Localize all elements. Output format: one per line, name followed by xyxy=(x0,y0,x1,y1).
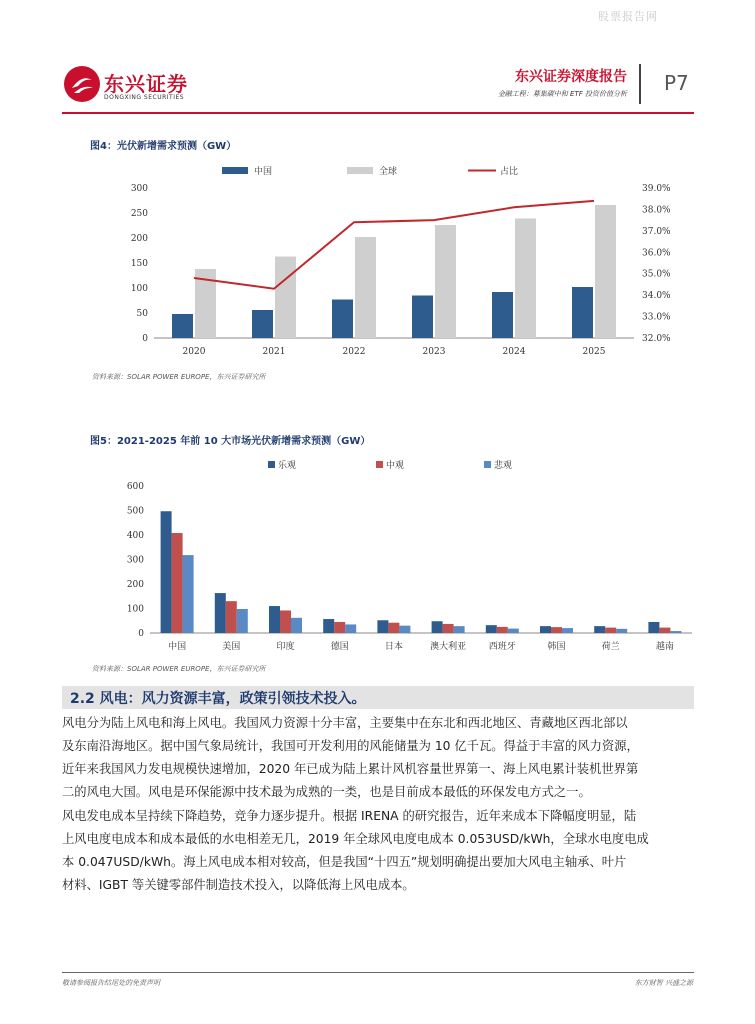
x-tick-label: 2020 xyxy=(182,347,206,357)
paragraph-line: 二的风电大国。风电是环保能源中技术最为成熟的一类，也是目前成本最低的环保发电方式之一。 xyxy=(62,785,591,799)
bar-neutral xyxy=(388,623,399,633)
legend-label: 占比 xyxy=(500,167,519,177)
bar-neutral xyxy=(334,622,345,633)
bar-optimistic xyxy=(540,626,551,633)
bar-global xyxy=(435,225,456,338)
y-tick-label: 500 xyxy=(126,506,144,517)
bar-pessimistic xyxy=(399,626,410,633)
report-subtitle: 金融工程：募集碳中和 ETF 投资价值分析 xyxy=(497,90,627,98)
bar-neutral xyxy=(443,624,454,633)
bar-neutral xyxy=(172,533,183,633)
bar-optimistic xyxy=(269,606,280,633)
bar-optimistic xyxy=(161,511,172,633)
legend-swatch xyxy=(484,461,491,468)
bar-global xyxy=(595,205,616,338)
bar-pessimistic xyxy=(562,628,573,633)
y-tick-label: 100 xyxy=(130,284,148,294)
report-title: 东兴证券深度报告 xyxy=(515,69,627,85)
company-name: 东兴证券 xyxy=(104,72,188,96)
y-tick-label: 300 xyxy=(130,184,148,194)
y2-tick-label: 39.0% xyxy=(642,184,671,194)
bar-pessimistic xyxy=(670,631,681,633)
x-tick-label: 韩国 xyxy=(547,642,566,652)
legend-label: 乐观 xyxy=(278,461,297,471)
y-tick-label: 50 xyxy=(136,309,148,319)
y-tick-label: 600 xyxy=(126,482,144,492)
legend-label: 全球 xyxy=(379,167,398,177)
x-tick-label: 2025 xyxy=(582,347,606,357)
y2-tick-label: 38.0% xyxy=(642,205,671,216)
paragraph-line: 近年来我国风力发电规模快速增加，2020 年已成为陆上累计风机容量世界第一、海上风电累计装机世界第 xyxy=(62,762,639,776)
legend-label: 悲观 xyxy=(494,461,513,471)
paragraph-line: 上风电度电成本和成本最低的水电相差无几，2019 年全球风电度电成本 0.053USD/kWh，全球水电度电成 xyxy=(62,832,649,846)
company-name-en: DONGXING SECURITIES xyxy=(104,94,185,101)
company-logo-icon xyxy=(64,66,100,102)
legend-swatch xyxy=(268,461,275,468)
figure5-title: 图5：2021-2025 年前 10 大市场光伏新增需求预测（GW） xyxy=(90,436,371,447)
paragraph-2 xyxy=(62,805,702,897)
x-tick-label: 越南 xyxy=(655,642,674,652)
y-tick-label: 100 xyxy=(126,604,144,615)
bar-neutral xyxy=(659,628,670,633)
y-tick-label: 200 xyxy=(130,234,148,244)
footer-rule xyxy=(62,972,694,973)
bar-china xyxy=(572,287,593,338)
bar-global xyxy=(275,257,296,339)
paragraph-line: 风电发电成本呈持续下降趋势，竞争力逐步提升。根据 IRENA 的研究报告，近年来成本下降幅度明显，陆 xyxy=(62,809,637,823)
figure5-source: 资料来源：SOLAR POWER EUROPE，东兴证券研究所 xyxy=(92,665,266,673)
watermark: 股票报告网 xyxy=(598,10,658,23)
legend-label: 中国 xyxy=(254,167,273,177)
x-tick-label: 日本 xyxy=(384,642,403,652)
y-tick-label: 150 xyxy=(130,259,148,269)
legend-swatch xyxy=(347,167,373,174)
paragraph-line: 及东南沿海地区。据中国气象局统计，我国可开发利用的风能储量为 10 亿千瓦。得益于丰富的风力资源， xyxy=(62,739,639,753)
bar-optimistic xyxy=(594,626,605,633)
bar-optimistic xyxy=(648,622,659,633)
bar-optimistic xyxy=(486,625,497,633)
bar-optimistic xyxy=(215,593,226,633)
paragraph-line: 本 0.047USD/kWh。海上风电成本相对较高，但是我国“十四五”规划明确提出要加大风电主轴承、叶片 xyxy=(62,855,627,869)
paragraph-1 xyxy=(62,712,702,804)
paragraph-line: 风电分为陆上风电和海上风电。我国风力资源十分丰富，主要集中在东北和西北地区、青藏地区西北部以 xyxy=(62,716,628,730)
bar-pessimistic xyxy=(454,626,465,633)
bar-pessimistic xyxy=(345,624,356,633)
bar-neutral xyxy=(280,610,291,633)
bar-china xyxy=(412,296,433,339)
x-tick-label: 2021 xyxy=(262,347,286,357)
header-divider xyxy=(639,64,641,104)
x-tick-label: 中国 xyxy=(168,642,187,652)
bar-china xyxy=(252,310,273,338)
y2-tick-label: 33.0% xyxy=(642,312,671,323)
legend-swatch xyxy=(376,461,383,468)
y2-tick-label: 35.0% xyxy=(642,269,671,280)
x-tick-label: 德国 xyxy=(330,642,349,652)
bar-optimistic xyxy=(377,620,388,633)
y-tick-label: 0 xyxy=(138,629,144,639)
y-tick-label: 200 xyxy=(126,580,144,590)
bar-china xyxy=(492,292,513,338)
bar-global xyxy=(355,237,376,338)
x-tick-label: 荷兰 xyxy=(601,642,620,652)
bar-optimistic xyxy=(432,621,443,633)
bar-pessimistic xyxy=(237,609,248,633)
y2-tick-label: 32.0% xyxy=(642,334,671,344)
bar-pessimistic xyxy=(616,629,627,633)
bar-china xyxy=(332,300,353,339)
y2-tick-label: 34.0% xyxy=(642,291,671,302)
y-tick-label: 300 xyxy=(126,555,144,566)
bar-china xyxy=(172,314,193,338)
footer-slogan: 东方财智 兴盛之源 xyxy=(634,979,693,987)
bar-optimistic xyxy=(323,619,334,633)
bar-neutral xyxy=(497,627,508,633)
x-tick-label: 2024 xyxy=(502,347,526,357)
page-number: P7 xyxy=(664,71,689,95)
y2-tick-label: 37.0% xyxy=(642,226,671,237)
x-tick-label: 印度 xyxy=(276,642,295,652)
figure4-title: 图4：光伏新增需求预测（GW） xyxy=(90,141,237,152)
x-tick-label: 美国 xyxy=(222,642,241,652)
legend-label: 中观 xyxy=(386,461,405,471)
x-tick-label: 2023 xyxy=(422,347,446,357)
x-tick-label: 2022 xyxy=(342,347,366,357)
footer-disclaimer: 敬请参阅报告结尾处的免责声明 xyxy=(62,979,160,987)
bar-neutral xyxy=(605,628,616,633)
bar-neutral xyxy=(551,627,562,633)
x-tick-label: 澳大利亚 xyxy=(430,642,467,652)
figure4-source: 资料来源：SOLAR POWER EUROPE，东兴证券研究所 xyxy=(92,373,266,381)
figure5-chart xyxy=(62,452,702,657)
bar-global xyxy=(515,219,536,339)
y-tick-label: 0 xyxy=(142,334,148,344)
header-rule xyxy=(62,112,694,114)
figure4-chart xyxy=(62,158,702,368)
paragraph-line: 材料、IGBT 等关键零部件制造技术投入，以降低海上风电成本。 xyxy=(62,878,415,892)
bar-pessimistic xyxy=(183,555,194,633)
y-tick-label: 400 xyxy=(126,531,144,541)
y-tick-label: 250 xyxy=(130,209,148,219)
bar-pessimistic xyxy=(508,629,519,633)
x-tick-label: 西班牙 xyxy=(488,642,516,652)
bar-pessimistic xyxy=(291,618,302,633)
y2-tick-label: 36.0% xyxy=(642,248,671,259)
section-title: 2.2 风电：风力资源丰富，政策引领技术投入。 xyxy=(70,691,366,707)
legend-swatch xyxy=(222,167,248,174)
bar-neutral xyxy=(226,601,237,633)
